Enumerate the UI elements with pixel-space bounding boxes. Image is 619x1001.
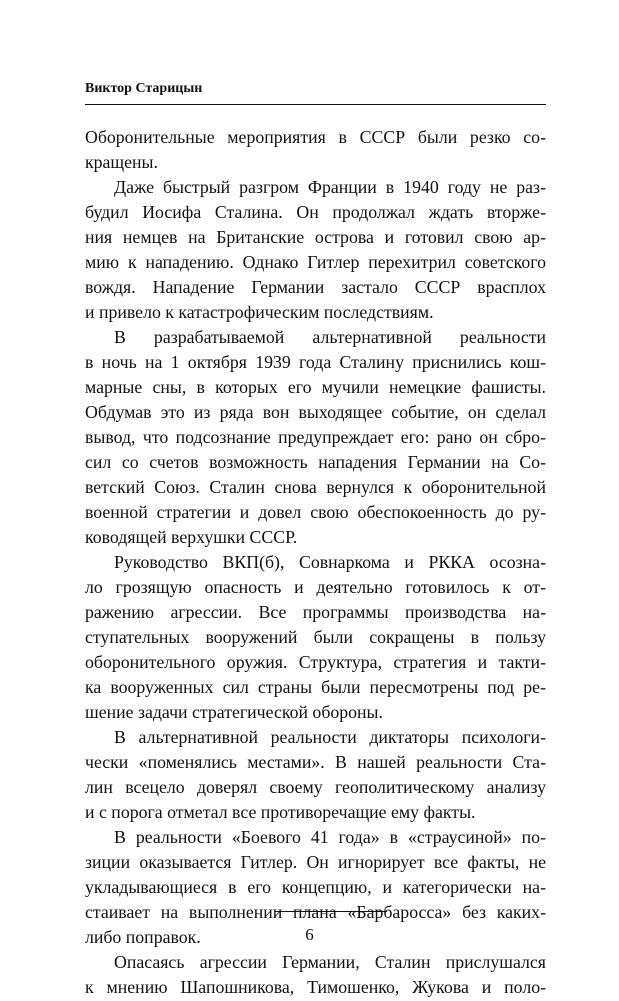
page-number: 6: [305, 925, 314, 944]
text-line: ка вооруженных сил страны были пересмотрены под ре-: [85, 677, 546, 697]
text-line: Обдумав это из ряда вон выходящее событие, он сделал: [85, 402, 546, 422]
text-line: Оборонительные мероприятия в СССР были резко со-: [85, 127, 546, 147]
text-line: к мнению Шапошникова, Тимошенко, Жукова и поло-: [85, 977, 546, 997]
text-line: стаивает на выполнении плана «Барбаросса» без каких-: [85, 902, 546, 922]
text-line: оборонительного оружия. Структура, стратегия и такти-: [85, 652, 546, 672]
running-head: Виктор Старицын: [85, 81, 203, 96]
text-line: укладывающиеся в его концепцию, и категорически на-: [85, 877, 546, 897]
text-line: ло грозящую опасность и деятельно готовилось к от-: [85, 577, 546, 597]
footer-rule: [275, 911, 387, 912]
text-line: мию к нападению. Однако Гитлер перехитрил советского: [85, 252, 546, 272]
body-text: [85, 125, 546, 1000]
text-line: ководящей верхушки СССР.: [85, 527, 298, 547]
text-line: шение задачи стратегической обороны.: [85, 702, 383, 722]
text-line: марные сны, в которых его мучили немецкие фашисты.: [85, 377, 546, 397]
text-line: ветский Союз. Сталин снова вернулся к оборонительной: [85, 477, 546, 497]
text-line: чески «поменялись местами». В нашей реальности Ста-: [85, 752, 546, 772]
text-line: ния немцев на Британские острова и готовил свою ар-: [85, 227, 546, 247]
text-line: В альтернативной реальности диктаторы психологи-: [114, 727, 546, 747]
text-line: и с порога отметал все противоречащие ему факты.: [85, 802, 476, 822]
text-line: ражению агрессии. Все программы производства на-: [85, 602, 546, 622]
text-line: Даже быстрый разгром Франции в 1940 году не раз-: [114, 177, 546, 197]
header-rule: [85, 104, 546, 105]
text-line: сил со счетов возможность нападения Германии на Со-: [85, 452, 546, 472]
text-line: лин всецело доверял своему геополитическому анализу: [85, 777, 546, 797]
text-line: военной стратегии и довел свою обеспокоенность до ру-: [85, 502, 546, 522]
text-line: в ночь на 1 октября 1939 года Сталину приснились кош-: [85, 352, 546, 372]
text-line: и привело к катастрофическим последствиям.: [85, 302, 434, 322]
text-line: В разрабатываемой альтернативной реальности: [114, 327, 546, 347]
text-line: зиции оказывается Гитлер. Он игнорирует все факты, не: [85, 852, 546, 872]
text-line: ступательных вооружений были сокращены в пользу: [85, 627, 546, 647]
text-line: В реальности «Боевого 41 года» в «страусиной» по-: [114, 827, 546, 847]
text-line: будил Иосифа Сталина. Он продолжал ждать вторже-: [85, 202, 546, 222]
text-line: вывод, что подсознание предупреждает его: рано он сбро-: [85, 427, 546, 447]
text-line: либо поправок.: [85, 927, 201, 947]
text-line: Опасаясь агрессии Германии, Сталин прислушался: [114, 952, 546, 972]
text-line: Руководство ВКП(б), Совнаркома и РККА осозна-: [114, 552, 546, 572]
text-line: вождя. Нападение Германии застало СССР врасплох: [85, 277, 546, 297]
text-line: кращены.: [85, 152, 158, 172]
